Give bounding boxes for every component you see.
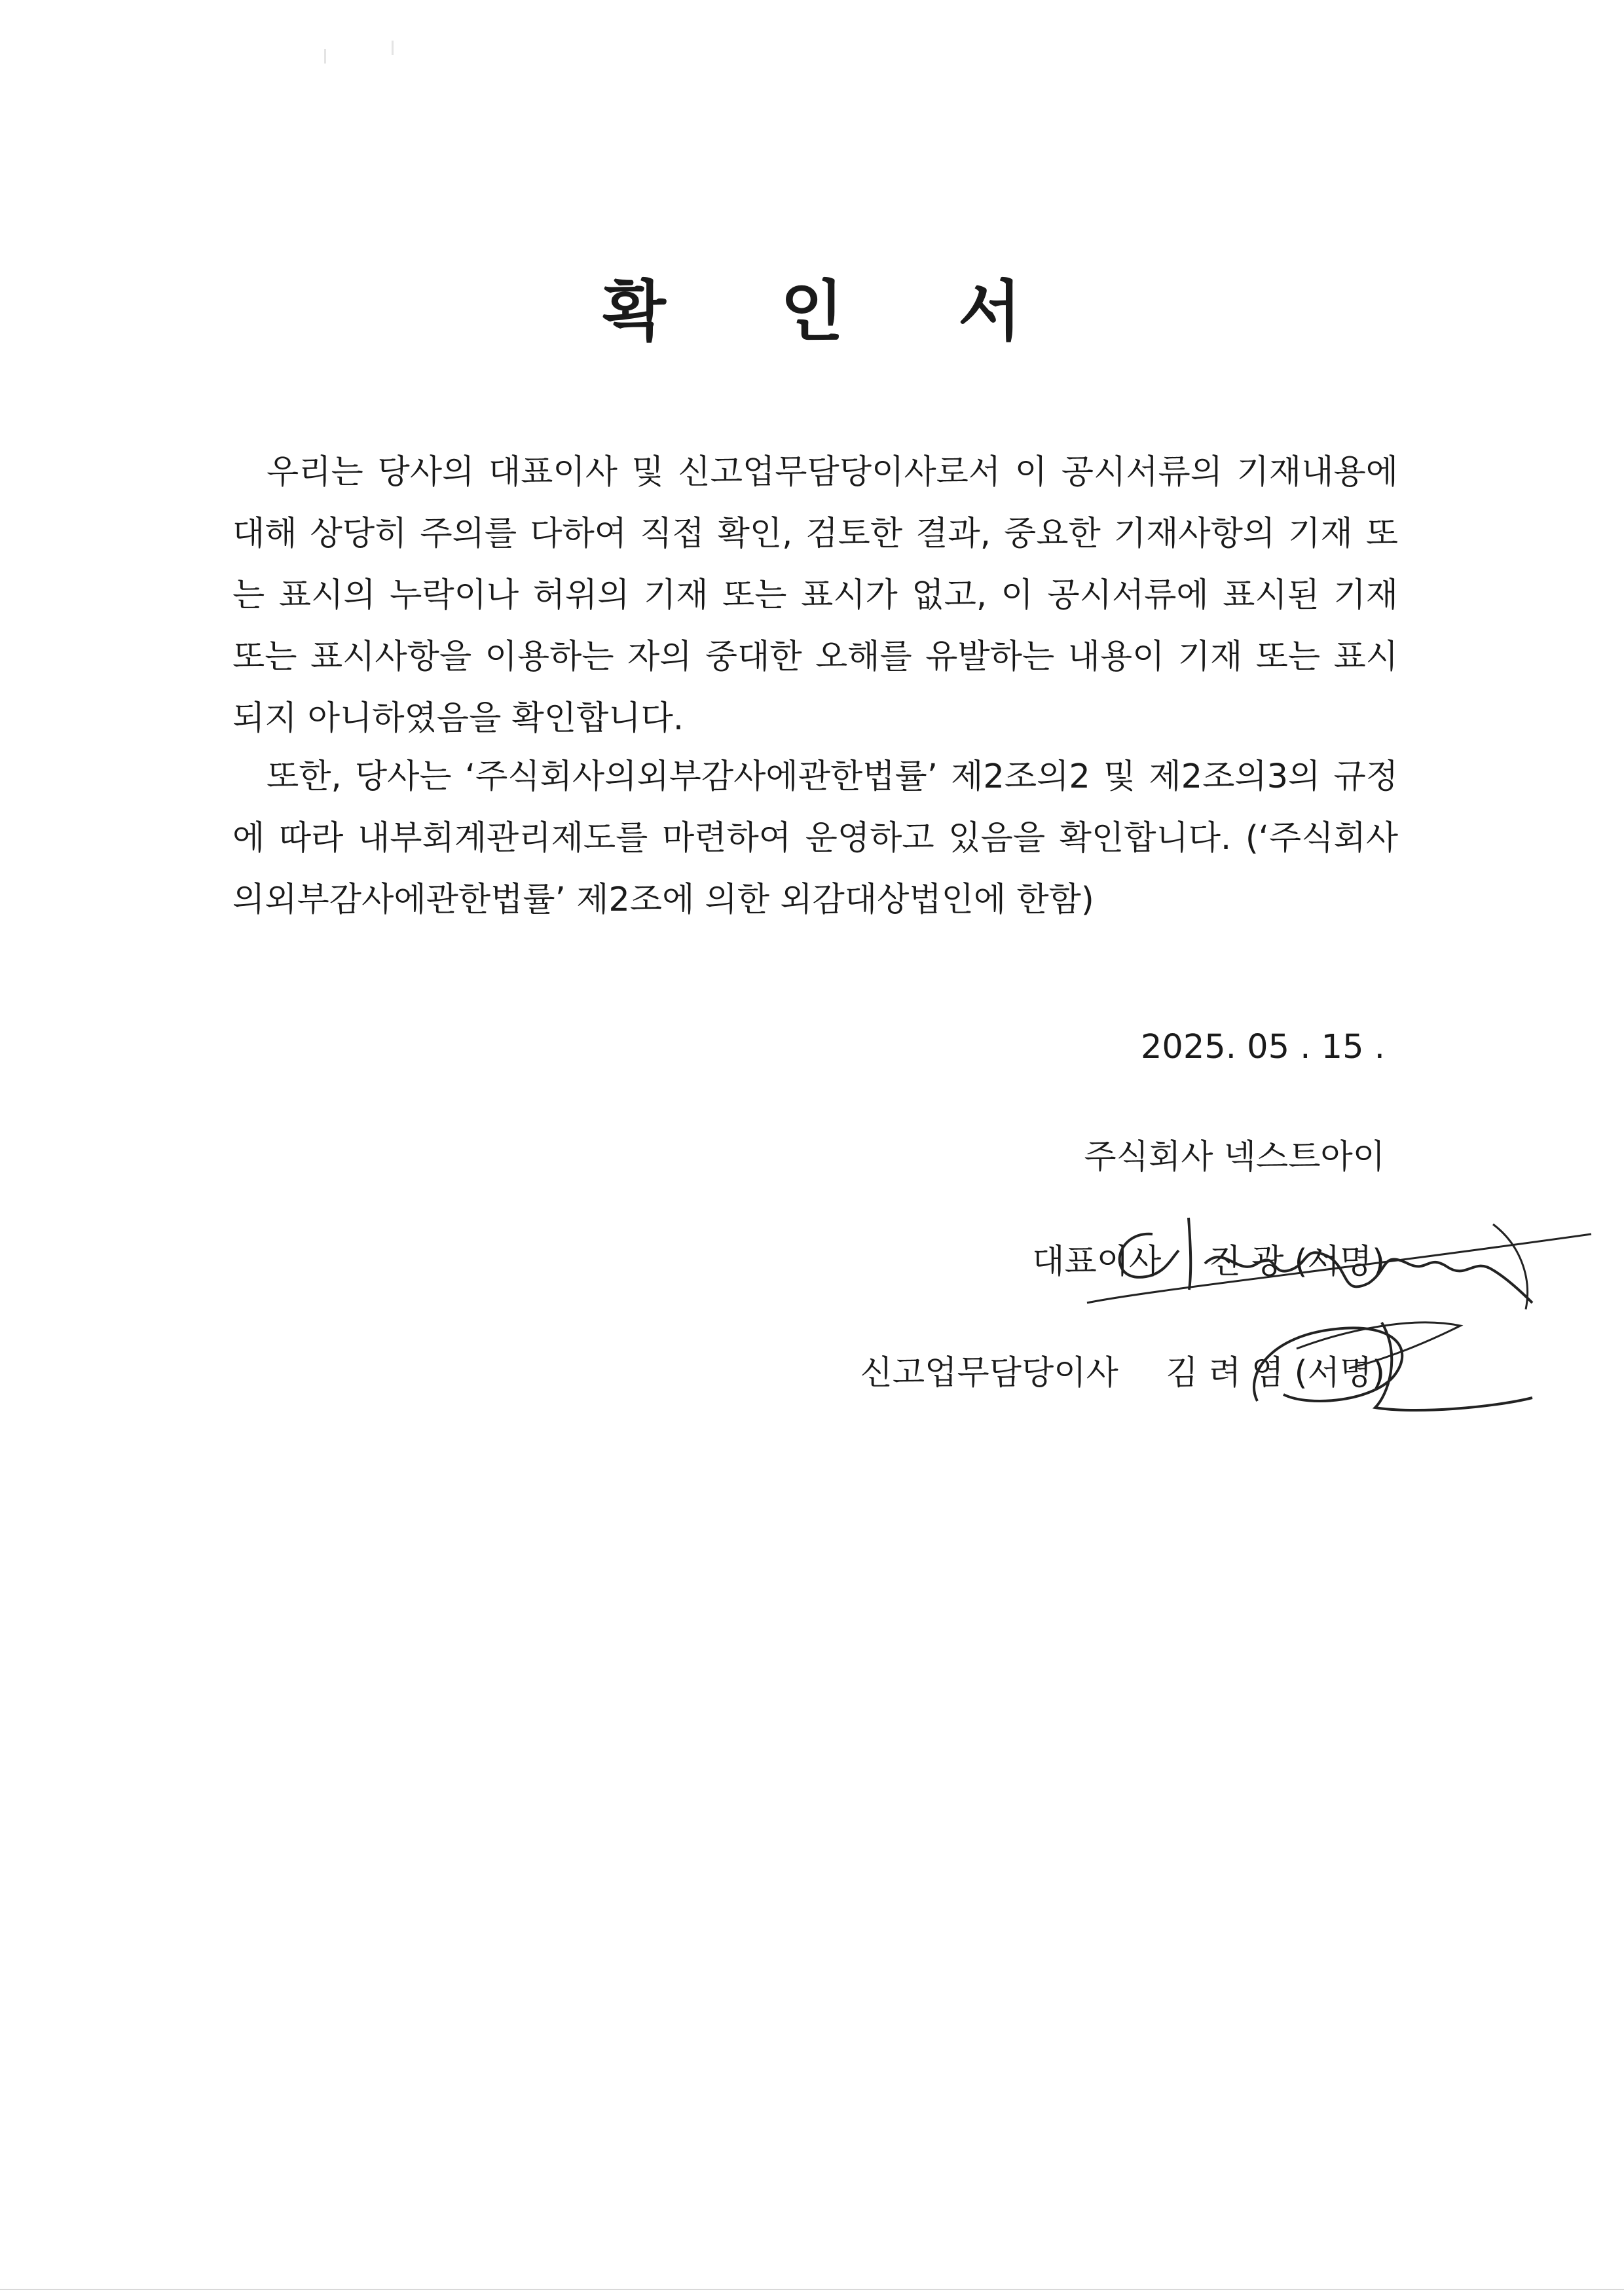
document-title: 확 인 서 [602, 273, 1067, 350]
handwritten-signature-director [1244, 1309, 1552, 1421]
company-name: 주식회사 넥스트아이 [1084, 1138, 1385, 1176]
signatory-name: 김 려 염 [1166, 1354, 1284, 1393]
signatory-role: 신고업무담당이사 [860, 1354, 1118, 1393]
signatory-name: 진 광 [1208, 1243, 1284, 1281]
scan-artifact [324, 49, 326, 64]
sign-mark: (서명) [1294, 1243, 1385, 1281]
handwritten-signature-ceo [1074, 1205, 1598, 1316]
sign-mark: (서명) [1294, 1354, 1385, 1393]
scan-artifact [392, 41, 394, 55]
signatory-role: 대표이사 [1032, 1243, 1162, 1281]
scan-bottom-edge [0, 2289, 1624, 2290]
paragraph-internal-control: 또한, 당사는 ‘주식회사의외부감사에관한법률’ 제2조의2 및 제2조의3의 규정에 따라 내부회계관리제도를 마련하여 운영하고 있음을 확인합니다. (‘주식회사의외부감사에관한법률’ 제2조에 의한 외감대상법인에 한함) [232, 757, 1398, 919]
document-date: 2025. 05 . 15 . [1140, 1028, 1385, 1066]
paragraph-confirmation: 우리는 당사의 대표이사 및 신고업무담당이사로서 이 공시서류의 기재내용에 대해 상당히 주의를 다하여 직접 확인, 검토한 결과, 중요한 기재사항의 기재 또는 표시의 누락이나 허위의 기재 또는 표시가 없고, 이 공시서류에 표시된 기재 또는 표시사항을 이용하는 자의 중대한 오해를 유발하는 내용이 기재 또는 표시되지 아니하였음을 확인합니다. [232, 453, 1398, 738]
